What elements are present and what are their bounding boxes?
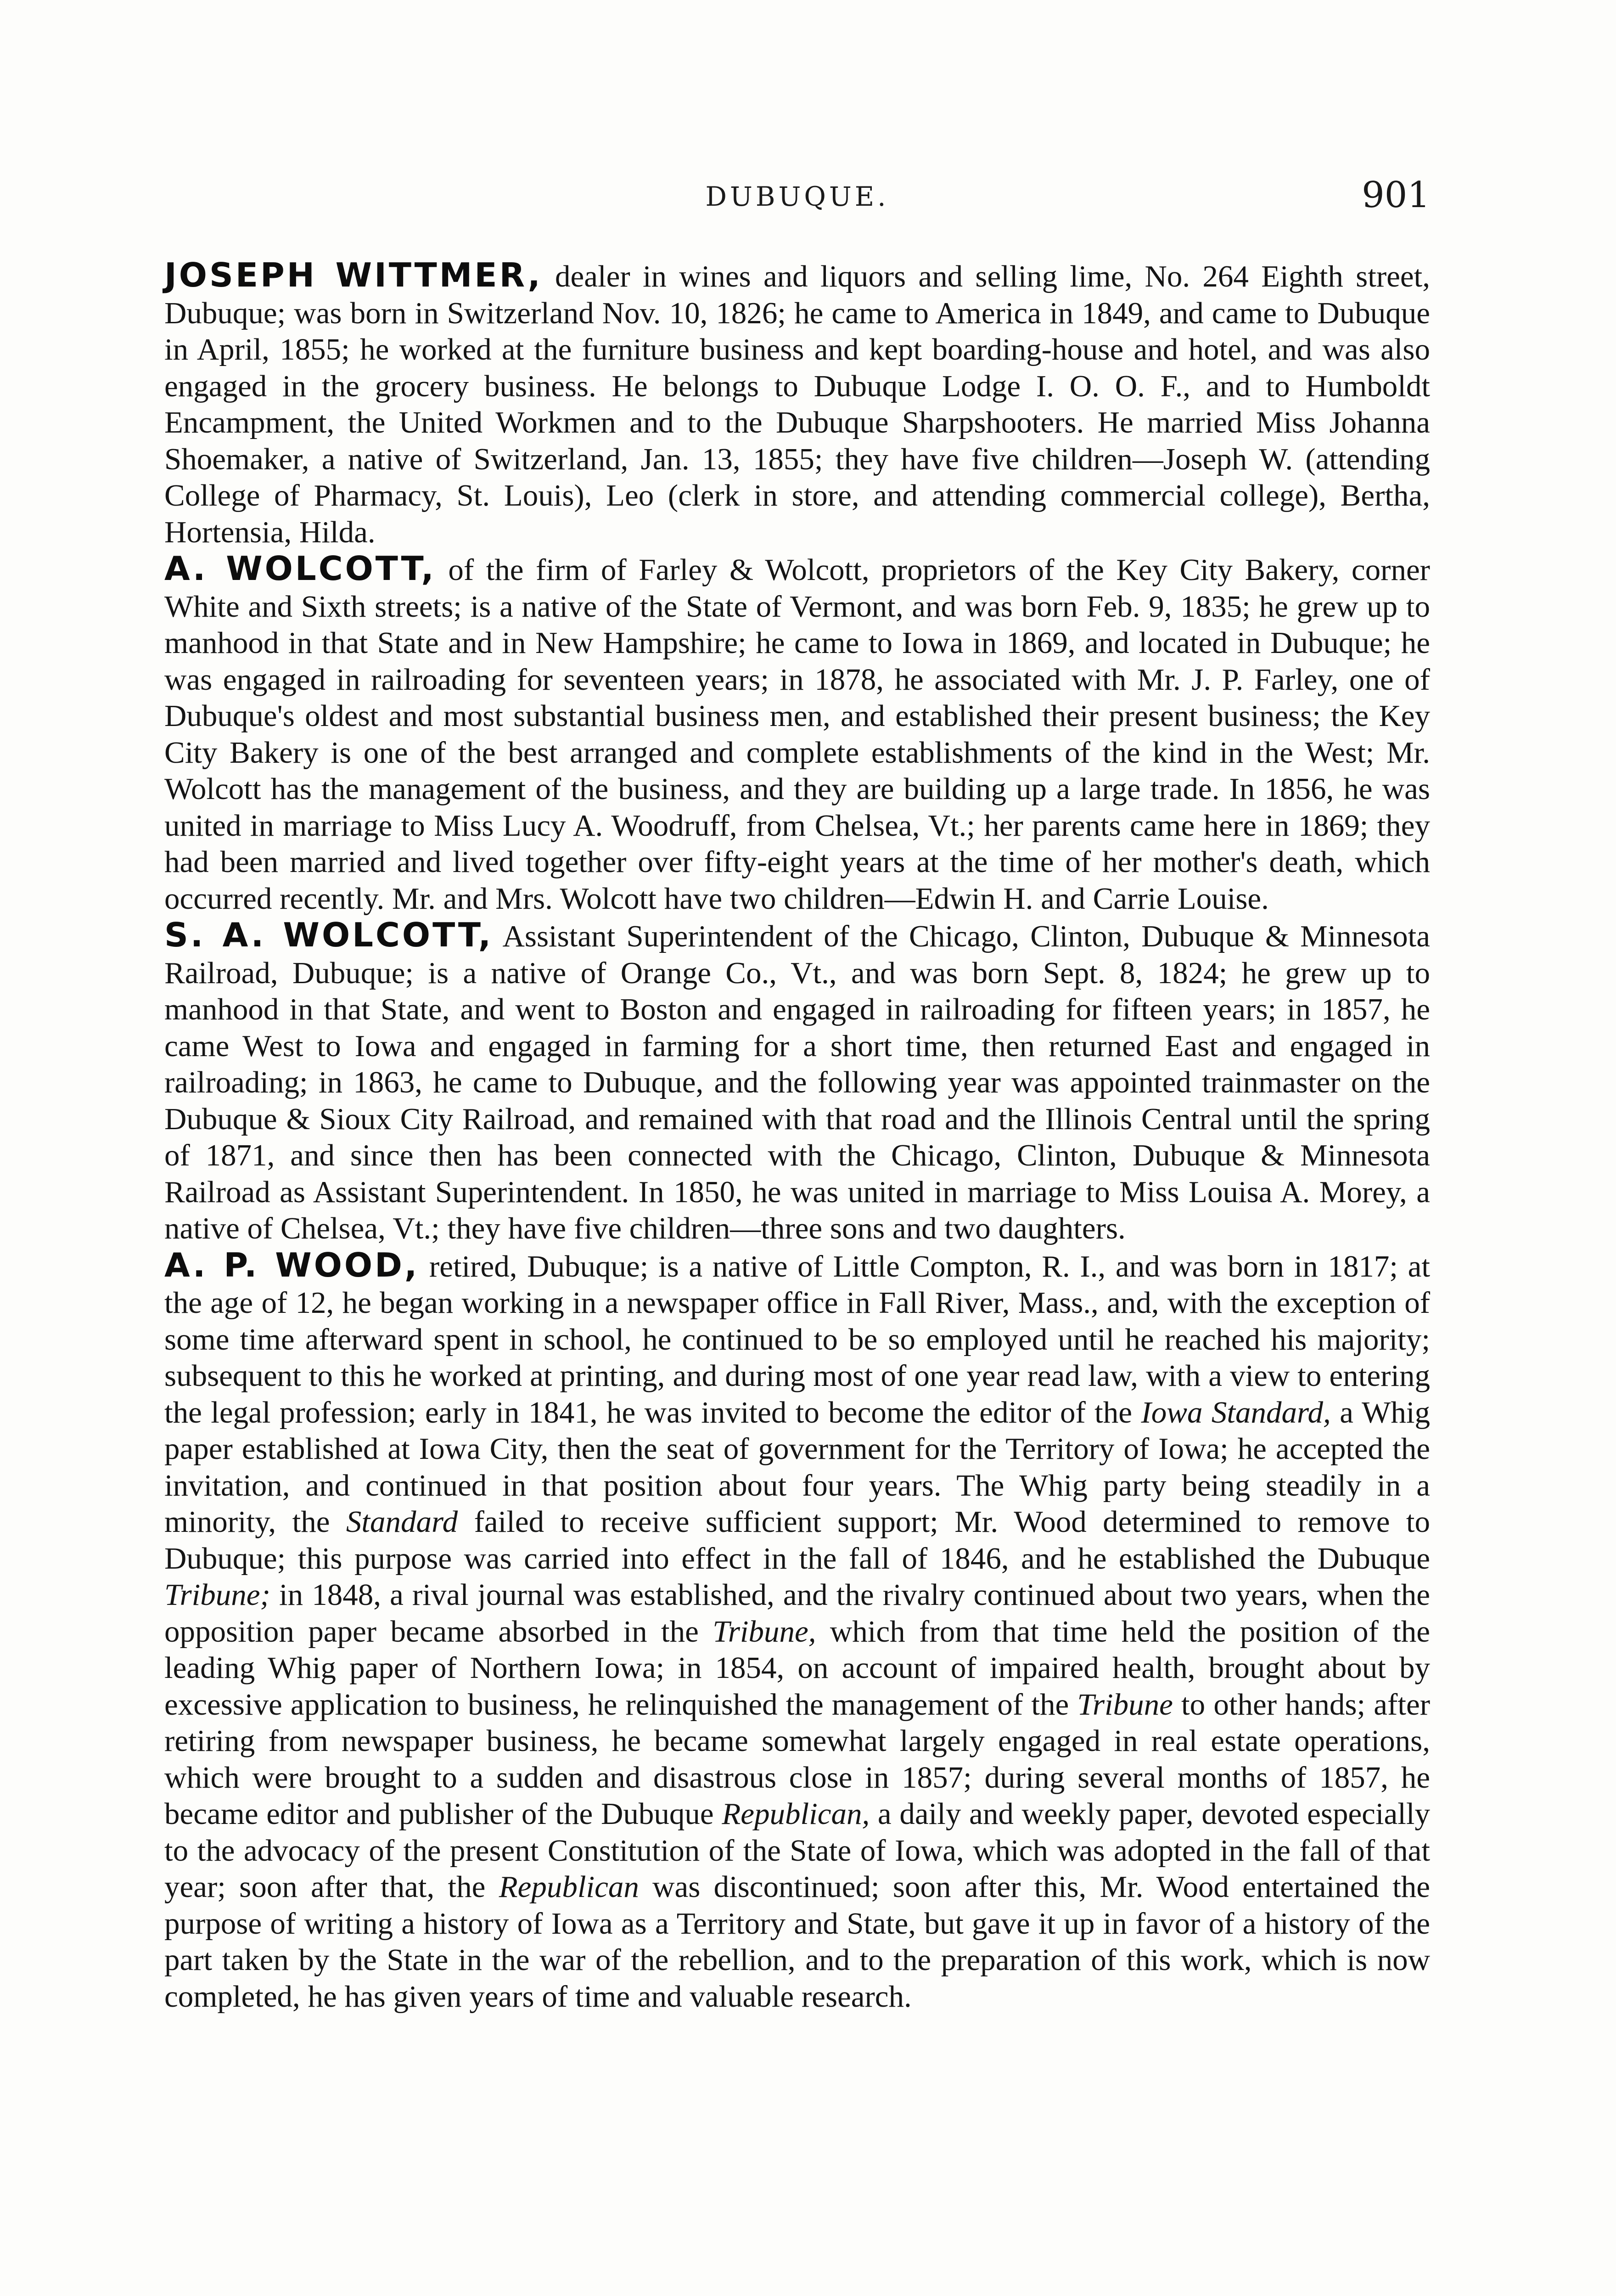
- running-title: DUBUQUE.: [705, 181, 889, 212]
- entry-text: in 1848, a rival journal was established, and the rivalry continued about two years, when the opposition paper became absorbed in the: [164, 1578, 1430, 1649]
- entry-text: Assistant Superintendent of the Chicago, Clinton, Dubuque & Minnesota Railroad, Dubuque; is a native of Orange Co., Vt., and was born Sept. 8, 1824; he grew up to manhood in that State, and went to Boston and engaged in railroading for fifteen years; in 1857, he came West to Iowa and engaged in farming for a short time, then returned East and engaged in railroading; in 1863, he came to Dubuque, and the following year was appointed trainmaster on the Dubuque & Sioux City Railroad, and remained with that road and the Illinois Central until the spring of 1871, and since then has been connected with the Chicago, Clinton, Dubuque & Minnesota Railroad as Assistant Superintendent. In 1850, he was united in marriage to Miss Louisa A. Morey, a native of Chelsea, Vt.; they have five children—three sons and two daughters.: [164, 919, 1430, 1245]
- entry-text: dealer in wines and liquors and selling lime, No. 264 Eighth street, Dubuque; was born in Switzerland Nov. 10, 1826; he came to America in 1849, and came to Dubuque in April, 1855; he worked at the furniture business and kept boarding-house and hotel, and was also engaged in the grocery business. He belongs to Dubuque Lodge I. O. O. F., and to Humboldt Encampment, the United Workmen and to the Dubuque Sharpshooters. He married Miss Johanna Shoemaker, a native of Switzerland, Jan. 13, 1855; they have five children—Joseph W. (attending College of Pharmacy, St. Louis), Leo (clerk in store, and attending commercial college), Bertha, Hortensia, Hilda.: [164, 259, 1430, 549]
- entry-name: JOSEPH WITTMER,: [164, 256, 543, 294]
- newspaper-title-italic: Republican,: [722, 1797, 870, 1831]
- entry-text: a Whig paper established at Iowa City, then the seat of government for the Territory of Iowa; he accepted the invitation, and continued in that position about four years. The Whig party being steadily in a minority, the: [164, 1395, 1431, 1539]
- entry-text: to other hands; after retiring from newspaper business, he became somewhat largely engaged in real estate operations, which were brought to a sudden and disastrous close in 1857; during several months of 1857, he became editor and publisher of the Dubuque: [164, 1687, 1431, 1831]
- newspaper-title-italic: Iowa Standard,: [1141, 1395, 1331, 1429]
- newspaper-title-italic: Tribune,: [713, 1614, 816, 1649]
- biography-text-block: [164, 257, 1430, 2015]
- newspaper-title-italic: Republican: [499, 1870, 639, 1904]
- biography-entry-a-p-wood: [164, 1247, 1430, 2015]
- newspaper-title-italic: Standard: [346, 1505, 458, 1539]
- entry-text: which from that time held the position of the leading Whig paper of Northern Iowa; in 1854, on account of impaired health, brought about by excessive application to business, he relinquished the management of the: [164, 1614, 1431, 1722]
- entry-name: A. WOLCOTT,: [164, 549, 436, 588]
- entry-name: A. P. WOOD,: [164, 1245, 420, 1284]
- biography-entry-joseph-wittmer: [164, 257, 1430, 551]
- running-head: [164, 174, 1430, 220]
- newspaper-title-italic: Tribune;: [164, 1578, 270, 1612]
- page-number: 901: [1362, 174, 1430, 216]
- entry-text: of the firm of Farley & Wolcott, proprietors of the Key City Bakery, corner White and Sixth streets; is a native of the State of Vermont, and was born Feb. 9, 1835; he grew up to manhood in that State and in New Hampshire; he came to Iowa in 1869, and located in Dubuque; he was engaged in railroading for seventeen years; in 1878, he associated with Mr. J. P. Farley, one of Dubuque's oldest and most substantial business men, and established their present business; the Key City Bakery is one of the best arranged and complete establishments of the kind in the West; Mr. Wolcott has the management of the business, and they are building up a large trade. In 1856, he was united in marriage to Miss Lucy A. Woodruff, from Chelsea, Vt.; her parents came here in 1869; they had been married and lived together over fifty-eight years at the time of her mother's death, which occurred recently. Mr. and Mrs. Wolcott have two children—Edwin H. and Carrie Louise.: [164, 553, 1430, 916]
- biography-entry-a-wolcott: [164, 551, 1430, 917]
- biography-entry-s-a-wolcott: [164, 917, 1430, 1247]
- newspaper-title-italic: Tribune: [1077, 1687, 1173, 1722]
- entry-text: was discontinued; soon after this, Mr. Wood entertained the purpose of writing a history of Iowa as a Territory and State, but gave it up in favor of a history of the part taken by the State in the war of the rebellion, and to the preparation of this work, which is now completed, he has given years of time and valuable research.: [164, 1870, 1431, 2014]
- entry-text: a daily and weekly paper, devoted especially to the advocacy of the present Constitution of the State of Iowa, which was adopted in the fall of that year; soon after that, the: [164, 1797, 1431, 1904]
- entry-text: retired, Dubuque; is a native of Little Compton, R. I., and was born in 1817; at the age of 12, he began working in a newspaper office in Fall River, Mass., and, with the exception of some time afterward spent in school, he continued to be so employed until he reached his majority; subsequent to this he worked at printing, and during most of one year read law, with a view to entering the legal profession; early in 1841, he was invited to become the editor of the: [164, 1249, 1430, 1429]
- entry-text: failed to receive sufficient support; Mr. Wood determined to remove to Dubuque; this purpose was carried into effect in the fall of 1846, and he established the Dubuque: [164, 1505, 1431, 1576]
- entry-name: S. A. WOLCOTT,: [164, 916, 494, 954]
